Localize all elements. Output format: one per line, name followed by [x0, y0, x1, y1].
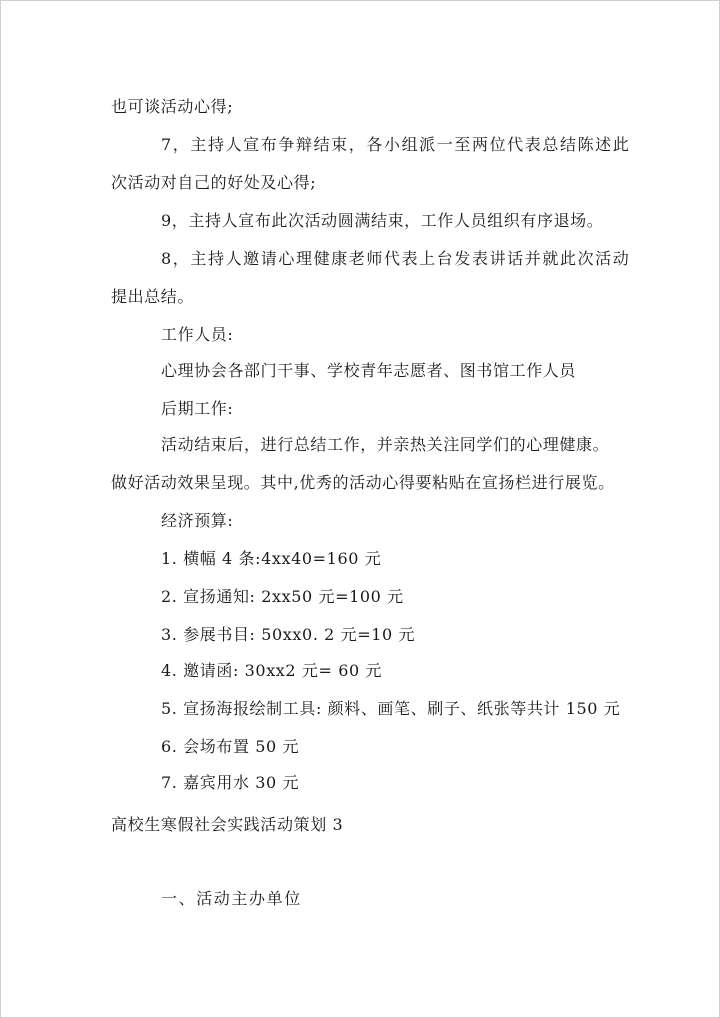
budget-item: 7. 嘉宾用水 30 元	[161, 773, 300, 792]
text-line: 做好活动效果呈现。其中,优秀的活动心得要粘贴在宣扬栏进行展览。	[111, 473, 615, 492]
budget-item: 3. 参展书目: 50xx0. 2 元=10 元	[161, 625, 416, 644]
budget-item: 1. 横幅 4 条:4xx40=160 元	[161, 549, 382, 568]
text-line: 活动结束后，进行总结工作，并亲热关注同学们的心理健康。	[161, 435, 610, 454]
text-line: 8，主持人邀请心理健康老师代表上台发表讲话并就此次活动	[161, 249, 631, 268]
budget-item: 6. 会场布置 50 元	[161, 737, 300, 756]
text-line: 9，主持人宣布此次活动圆满结束，工作人员组织有序退场。	[161, 211, 604, 230]
section-heading: 一、活动主办单位	[161, 889, 302, 908]
section-heading: 后期工作:	[161, 399, 234, 418]
text-line: 7，主持人宣布争辩结束，各小组派一至两位代表总结陈述此	[161, 135, 631, 154]
text-line: 心理协会各部门干事、学校青年志愿者、图书馆工作人员	[161, 361, 577, 380]
budget-item: 4. 邀请函: 30xx2 元= 60 元	[161, 661, 383, 680]
budget-item: 5. 宣扬海报绘制工具: 颜料、画笔、刷子、纸张等共计 150 元	[161, 699, 621, 718]
text-line: 次活动对自己的好处及心得;	[111, 173, 317, 192]
section-heading: 经济预算:	[161, 511, 234, 530]
text-line: 也可谈活动心得;	[111, 97, 234, 116]
document-title: 高校生寒假社会实践活动策划 3	[111, 815, 344, 834]
section-heading: 工作人员:	[161, 325, 234, 344]
budget-item: 2. 宣扬通知: 2xx50 元=100 元	[161, 587, 404, 606]
text-line: 提出总结。	[111, 287, 195, 306]
